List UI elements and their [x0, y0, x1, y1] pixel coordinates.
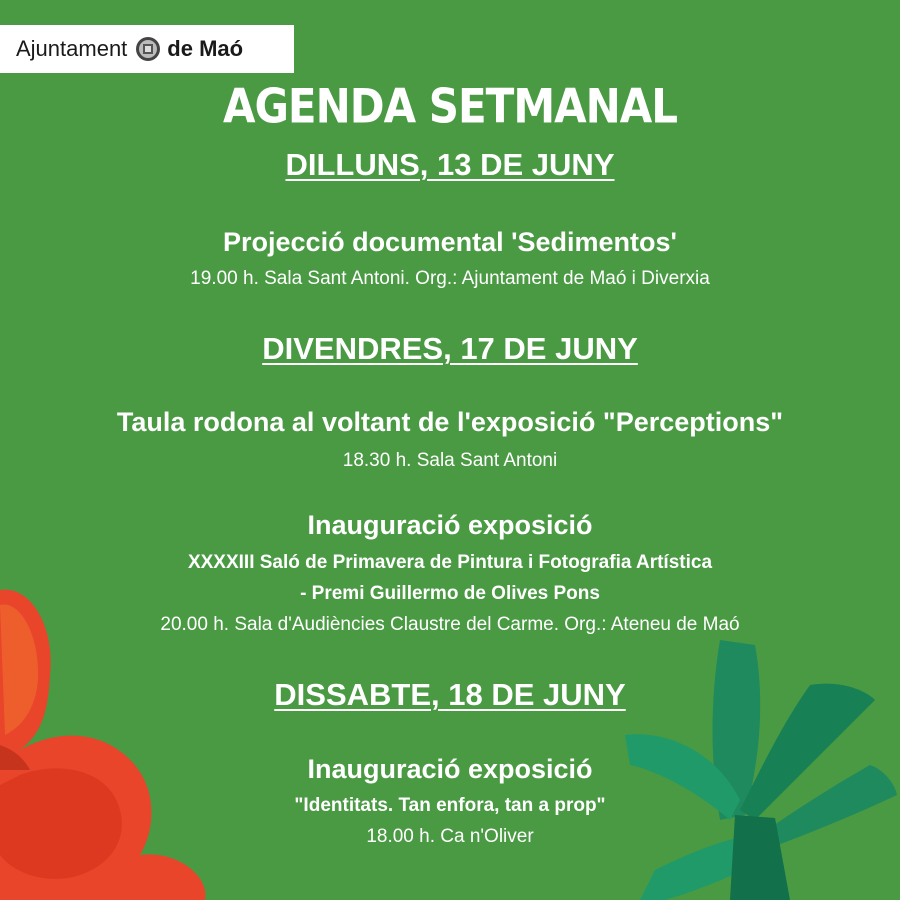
page-title: AGENDA SETMANAL	[222, 79, 678, 134]
event-title: Inauguració exposició	[307, 510, 593, 540]
event-info: 20.00 h. Sala d'Audiències Claustre del Carme. Org.: Ateneu de Maó	[160, 614, 740, 635]
ajuntament-logo	[0, 25, 294, 73]
event-subtitle: - Premi Guillermo de Olives Pons	[300, 583, 600, 604]
event-title: Inauguració exposició	[307, 754, 593, 784]
event-info: 19.00 h. Sala Sant Antoni. Org.: Ajuntament de Maó i Diverxia	[190, 268, 710, 289]
event-title: Projecció documental 'Sedimentos'	[223, 227, 677, 257]
day-heading-monday: DILLUNS, 13 DE JUNY	[285, 147, 615, 182]
day-heading-friday: DIVENDRES, 17 DE JUNY	[262, 331, 638, 366]
event-subtitle: "Identitats. Tan enfora, tan a prop"	[294, 795, 606, 816]
city-seal-icon	[135, 36, 161, 62]
event-subtitle: XXXXIII Saló de Primavera de Pintura i Fotografia Artística	[187, 552, 713, 573]
event-info: 18.30 h. Sala Sant Antoni	[342, 450, 558, 471]
logo-text-de-mao: de Maó	[167, 36, 244, 61]
logo-text-ajuntament: Ajuntament	[16, 36, 128, 61]
event-info: 18.00 h. Ca n'Oliver	[366, 826, 534, 847]
event-title: Taula rodona al voltant de l'exposició "Perceptions"	[116, 407, 784, 437]
day-heading-saturday: DISSABTE, 18 DE JUNY	[274, 677, 626, 712]
